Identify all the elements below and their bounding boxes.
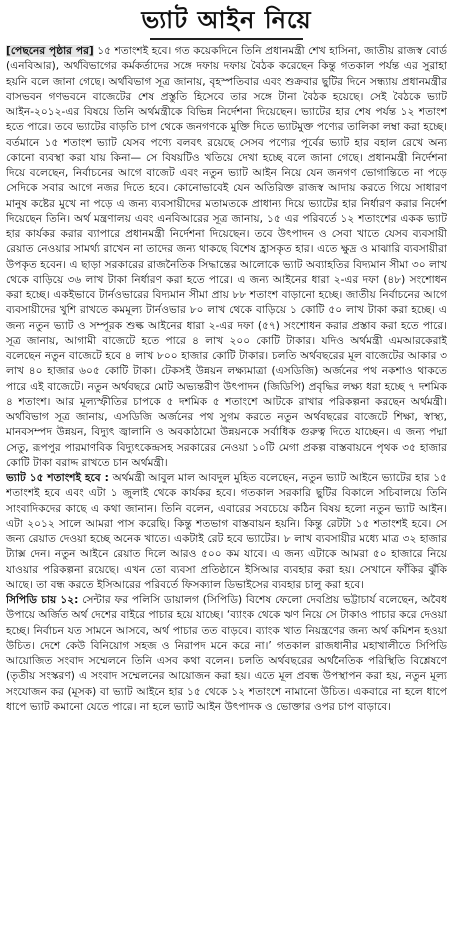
paragraph-main xyxy=(6,44,447,471)
paragraph-vat-15 xyxy=(6,471,447,593)
paragraph-cpd xyxy=(6,593,447,715)
paragraph-cpd-text: সেন্টার ফর পলিসি ডায়ালগ (সিপিডি) বিশেষ ফেলো দেবপ্রিয় ভট্টাচার্য বলেছেন, অবৈধ উপায়ে অর্জিত অর্থ দেশের বাইরে পাচার হয়ে যাচ্ছে। ‘ব্যাংক থেকে ঋণ নিয়ে সে টাকাও পাচার করে দেওয়া হচ্ছে। নির্বাচন যত সামনে আসবে, অর্থ পাচার তত বাড়বে। ব্যাংক খাত নিয়ন্ত্রণের জন্য অর্থ কমিশন হওয়া উচিত। দেশে কেউ বিনিয়োগ সহজ ও নিরাপদ মনে করে না।’ গতকাল রাজধানীর মহাখালীতে সিপিডি আয়োজিত সংবাদ সম্মেলনে তিনি এসব কথা বলেন। চলতি অর্থবছরের অর্থনৈতিক পরিস্থিতি বিশ্লেষণে (তৃতীয় সংস্করণ) এ সংবাদ সম্মেলনের আয়োজন করা হয়। এতে মূল প্রবন্ধ উপস্থাপন করা হয়, নতুন মূল্য সংযোজন কর (মূসক) বা ভ্যাট আইনে হার ১৫ থেকে ১২ শতাংশে নামানো উচিত। একবারে না হলে ধাপে ধাপে ভ্যাট কমানো যেতে পারে। না হলে ভ্যাট আইন উৎপাদক ও ভোক্তার ওপর চাপ বাড়াবে। xyxy=(6,594,447,713)
subhead-cpd: সিপিডি চায় ১২: xyxy=(6,594,79,606)
subhead-vat-15: ভ্যাট ১৫ শতাংশই হবে : xyxy=(6,472,109,484)
article-body xyxy=(6,44,447,922)
article-headline: ভ্যাট আইন নিয়ে xyxy=(141,6,312,34)
continued-from-label: [পেছনের পৃষ্ঠার পর] xyxy=(6,45,94,57)
paragraph-vat-15-text: অর্থমন্ত্রী আবুল মাল আবদুল মুহিত বলেছেন, নতুন ভ্যাট আইনে ভ্যাটের হার ১৫ শতাংশই হবে এবং এটা ১ জুলাই থেকে কার্যকর হবে। গতকাল সরকারি ছুটির বিকালে সচিবালয়ে তিনি সাংবাদিকদের কাছে এ কথা জানান। তিনি বলেন, এবারের সবচেয়ে কঠিন বিষয় হলো নতুন ভ্যাট আইন। এটা ২০১২ সালে আমরা পাস করেছি। কিন্তু শতভাগ বাস্তবায়ন হয়নি। কিন্তু রেটটা ১৫ শতাংশই হবে। সে জন্য রেয়াত দেওয়া হচ্ছে অনেক খাতে। একটাই রেট হবে ভ্যাটের। ৮ লাখ ব্যবসায়ীর মধ্যে মাত্র ৩২ হাজার ট্যাক্স দেন। নতুন আইনে রেয়াত দিলে আরও ৫০০ কম যাবে। এ জন্য এটাকে আমরা ৫০ হাজারে নিয়ে যাওয়ার পরিকল্পনা রয়েছে। এখন তো ব্যবসা প্রতিষ্ঠানে ইসিআর ব্যবহার করা হয়। সেখানে ফাঁকির ঝুঁকি আছে। তা বন্ধ করতে ইসিআরের পরিবর্তে ফিসক্যাল ডিভাইসের ব্যবহার চালু করা হবে। xyxy=(6,472,447,591)
headline-underline xyxy=(150,38,303,40)
paragraph-main-text: ১৫ শতাংশই হবে। গত কয়েকদিনে তিনি প্রধানমন্ত্রী শেখ হাসিনা, জাতীয় রাজস্ব বোর্ড (এনবিআর), অর্থবিভাগের কর্মকর্তাদের সঙ্গে দফায় দফায় বৈঠক করেছেন কিন্তু গতকাল পর্যন্ত এর সুরাহা হয়নি বলে জানা গেছে। অর্থবিভাগ সূত্র জানায়, বৃহস্পতিবার এবং শুক্রবার ছুটির দিনে সন্ধ্যায় প্রধানমন্ত্রীর বাসভবন গণভবনে বাজেটের শেষ প্রস্তুতি হিসেবে তার সঙ্গে টানা বৈঠক হয়েছে। সেই বৈঠকে ভ্যাট আইন-২০১২-এর বিষয়ে তিনি অর্থমন্ত্রীকে বিভিন্ন নির্দেশনা দিয়েছেন। ভ্যাটের হার শেষ পর্যন্ত ১২ শতাংশ হতে পারে। তবে ভ্যাটের বাড়তি চাপ থেকে জনগণকে মুক্তি দিতে ভ্যাটমুক্ত পণ্যের তালিকা লম্বা করা হচ্ছে। বর্তমানে ১৫ শতাংশ ভ্যাট যেসব পণ্যে বলবৎ রয়েছে সেসব পণ্যের পূর্বের ভ্যাট হার বহাল রেখে অন্য কোনো ব্যবস্থা করা যায় কিনা— সে বিষয়টিও খতিয়ে দেখা হচ্ছে বলে জানা গেছে। প্রধানমন্ত্রী নির্দেশনা দিয়ে বলেছেন, নির্বাচনের আগে বাজেট এবং নতুন ভ্যাট আইন নিয়ে যেন জনগণ ভোগান্তিতে না পড়ে সেদিকে সবার আগে নজর দিতে হবে। কোনোভাবেই যেন অতিরিক্ত রাজস্ব আদায় করতে গিয়ে সাধারণ মানুষ কষ্টের মুখে না পড়ে এ জন্য ব্যবসায়ীদের মতামতকে প্রাধান্য দিয়ে ভ্যাটের হার নির্ধারণ করার নির্দেশ দিয়েছেন তিনি। অর্থ মন্ত্রণালয় এবং এনবিআরের সূত্র জানায়, ১৫ এর পরিবর্তে ১২ শতাংশের একক ভ্যাট হার কার্যকর করার ব্যাপারে প্রধানমন্ত্রী নির্দেশনা দিয়েছেন। তবে উৎপাদন ও সেবা খাতে যেসব ব্যবসায়ী রেয়াত নেওয়ার সামর্থ্য রাখেন না তাদের জন্য থাকছে বিশেষ হ্রাসকৃত হার। এতে ক্ষুদ্র ও মাঝারি ব্যবসায়ীরা উপকৃত হবেন। এ ছাড়া সরকারের রাজনৈতিক সিদ্ধান্তের আলোকে ভ্যাট অব্যাহতির বিদ্যমান সীমা ৩০ লাখ থেকে বাড়িয়ে ৩৬ লাখ টাকা নির্ধারণ করা হতে পারে। এ জন্য আইনের ধারা ২-এর দফা (৪৮) সংশোধন করা হচ্ছে। একইভাবে টার্নওভারের বিদ্যমান সীমা প্রায় ৮৮ শতাংশ বাড়ানো হচ্ছে। জাতীয় নির্বাচনের আগে ব্যবসায়ীদের খুশি রাখতে কমমূল্য টার্নওভার ৮০ লাখ থেকে বাড়িয়ে ১ কোটি ৫০ লাখ টাকা করা হচ্ছে। এ জন্য নতুন ভ্যাট ও সম্পূরক শুল্ক আইনের ধারা ২-এর দফা (৫৭) সংশোধন করার প্রস্তাব করা হতে পারে। সূত্র জানায়, আগামী বাজেটে হতে পারে ৪ লাখ ২০০ কোটি টাকার। যদিও অর্থমন্ত্রী এমআরকেরাই বলেছেন নতুন বাজেটে হবে ৪ লাখ ৮০০ হাজার কোটি টাকার। চলতি অর্থবছরের মূল বাজেটের আকার ৩ লাখ ৪০ হাজার ৬০৫ কোটি টাকা। টেকসই উন্নয়ন লক্ষ্যমাত্রা (এসডিজি) অর্জনের পথ নকশাও থাকতে পারে এই বাজেটে। নতুন অর্থবছরে মোট অভ্যন্তরীণ উৎপাদন (জিডিপি) প্রবৃদ্ধির লক্ষ্য ধরা হচ্ছে ৭ দশমিক ৪ শতাংশ। আর মূল্যস্ফীতির চাপকে ৫ দশমিক ৫ শতাংশে আটকে রাখার পরিকল্পনা করছেন অর্থমন্ত্রী। অর্থবিভাগ সূত্র জানায়, এসডিজি অর্জনের পথ সুগম করতে নতুন অর্থবছরের বাজেটে শিক্ষা, স্বাস্থ্য, মানবসম্পদ উন্নয়ন, বিদ্যুৎ জ্বালানি ও অবকাঠামো উন্নয়নকে সর্বাধিক গুরুত্ব দিতে যাচ্ছেন। এ জন্য পদ্মা সেতু, রূপপুর পারমাণবিক বিদ্যুৎকেন্দ্রসহ সরকারের নেওয়া ১০টি মেগা প্রকল্প বাস্তবায়নে পৃথক ৩৫ হাজার কোটি টাকা বরাদ্দ রাখতে চান অর্থমন্ত্রী। xyxy=(6,45,447,469)
